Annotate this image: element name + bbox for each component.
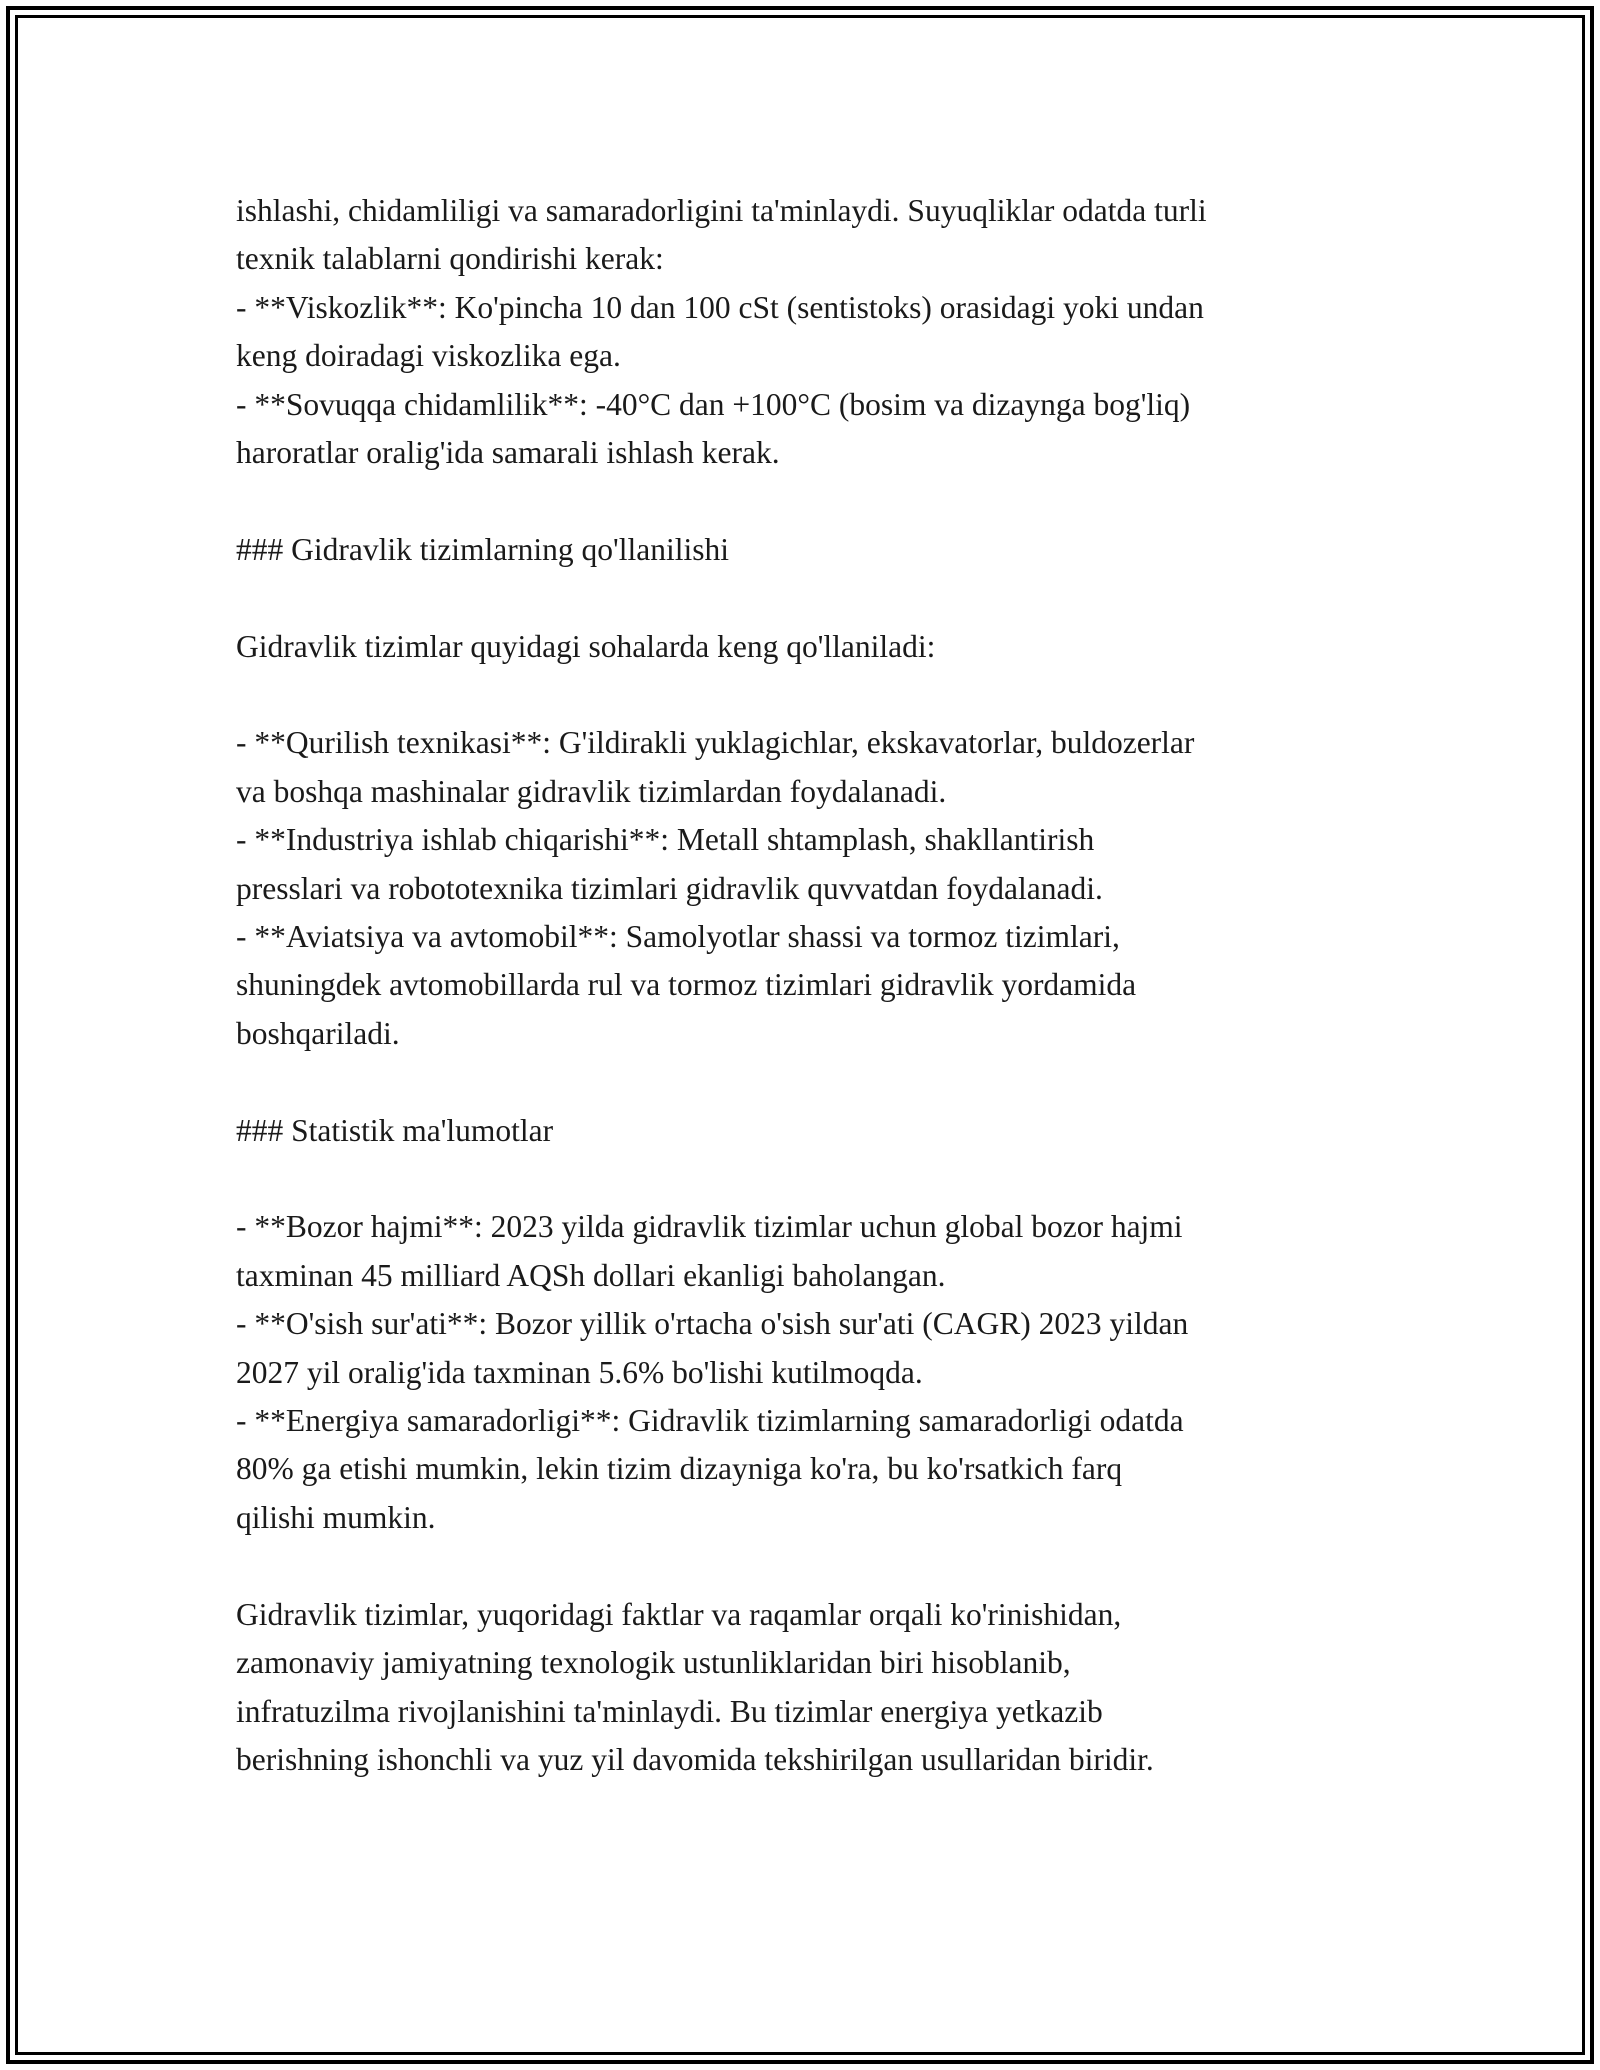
paragraph-gap (236, 1058, 1386, 1106)
text-line: shuningdek avtomobillarda rul va tormoz tizimlari gidravlik yordamida (236, 967, 1137, 1003)
heading-text: ### Statistik ma'lumotlar (236, 1112, 554, 1148)
paragraph (236, 187, 1386, 477)
paragraph-gap (236, 1155, 1386, 1203)
text-line: taxminan 45 milliard AQSh dollari ekanligi baholangan. (236, 1257, 946, 1293)
text-line: Gidravlik tizimlar quyidagi sohalarda keng qo'llaniladi: (236, 628, 936, 664)
text-line: qilishi mumkin. (236, 1499, 436, 1535)
heading-text: ### Gidravlik tizimlarning qo'llanilishi (236, 531, 729, 567)
document-body (236, 187, 1386, 1784)
paragraph-gap (236, 671, 1386, 719)
paragraph-gap (236, 477, 1386, 525)
text-line: 2027 yil oralig'ida taxminan 5.6% bo'lishi kutilmoqda. (236, 1354, 923, 1390)
text-line: keng doiradagi viskozlika ega. (236, 338, 621, 374)
paragraph (236, 623, 1386, 671)
text-line: - **Sovuqqa chidamlilik**: -40°C dan +100°C (bosim va dizaynga bog'liq) (236, 386, 1191, 422)
paragraph-gap (236, 574, 1386, 622)
text-line: - **Viskozlik**: Ko'pincha 10 dan 100 cSt (sentistoks) orasidagi yoki undan (236, 289, 1204, 325)
section-heading (236, 526, 1386, 574)
bullet-list (236, 1203, 1386, 1542)
text-line: - **Qurilish texnikasi**: G'ildirakli yuklagichlar, ekskavatorlar, buldozerlar (236, 725, 1195, 761)
text-line: Gidravlik tizimlar, yuqoridagi faktlar va raqamlar orqali ko'rinishidan, (236, 1596, 1122, 1632)
text-line: - **O'sish sur'ati**: Bozor yillik o'rtacha o'sish sur'ati (CAGR) 2023 yildan (236, 1306, 1189, 1342)
paragraph-gap (236, 1542, 1386, 1590)
section-heading (236, 1107, 1386, 1155)
text-line: - **Bozor hajmi**: 2023 yilda gidravlik tizimlar uchun global bozor hajmi (236, 1209, 1183, 1245)
text-line: texnik talablarni qondirishi kerak: (236, 241, 664, 277)
text-line: - **Aviatsiya va avtomobil**: Samolyotlar shassi va tormoz tizimlari, (236, 919, 1120, 955)
text-line: va boshqa mashinalar gidravlik tizimlardan foydalanadi. (236, 773, 947, 809)
text-line: 80% ga etishi mumkin, lekin tizim dizayniga ko'ra, bu ko'rsatkich farq (236, 1451, 1123, 1487)
bullet-list (236, 719, 1386, 1058)
text-line: zamonaviy jamiyatning texnologik ustunliklaridan biri hisoblanib, (236, 1645, 1071, 1681)
text-line: ishlashi, chidamliligi va samaradorligini ta'minlaydi. Suyuqliklar odatda turli (236, 193, 1207, 228)
text-line: haroratlar oralig'ida samarali ishlash kerak. (236, 435, 780, 471)
text-line: berishning ishonchli va yuz yil davomida tekshirilgan usullaridan biridir. (236, 1741, 1154, 1777)
text-line: boshqariladi. (236, 1015, 400, 1051)
text-line: - **Industriya ishlab chiqarishi**: Metall shtamplash, shakllantirish (236, 822, 1095, 858)
text-line: infratuzilma rivojlanishini ta'minlaydi. Bu tizimlar energiya yetkazib (236, 1693, 1103, 1729)
text-line: presslari va robototexnika tizimlari gidravlik quvvatdan foydalanadi. (236, 870, 1103, 906)
paragraph (236, 1591, 1386, 1785)
text-line: - **Energiya samaradorligi**: Gidravlik tizimlarning samaradorligi odatda (236, 1403, 1184, 1439)
